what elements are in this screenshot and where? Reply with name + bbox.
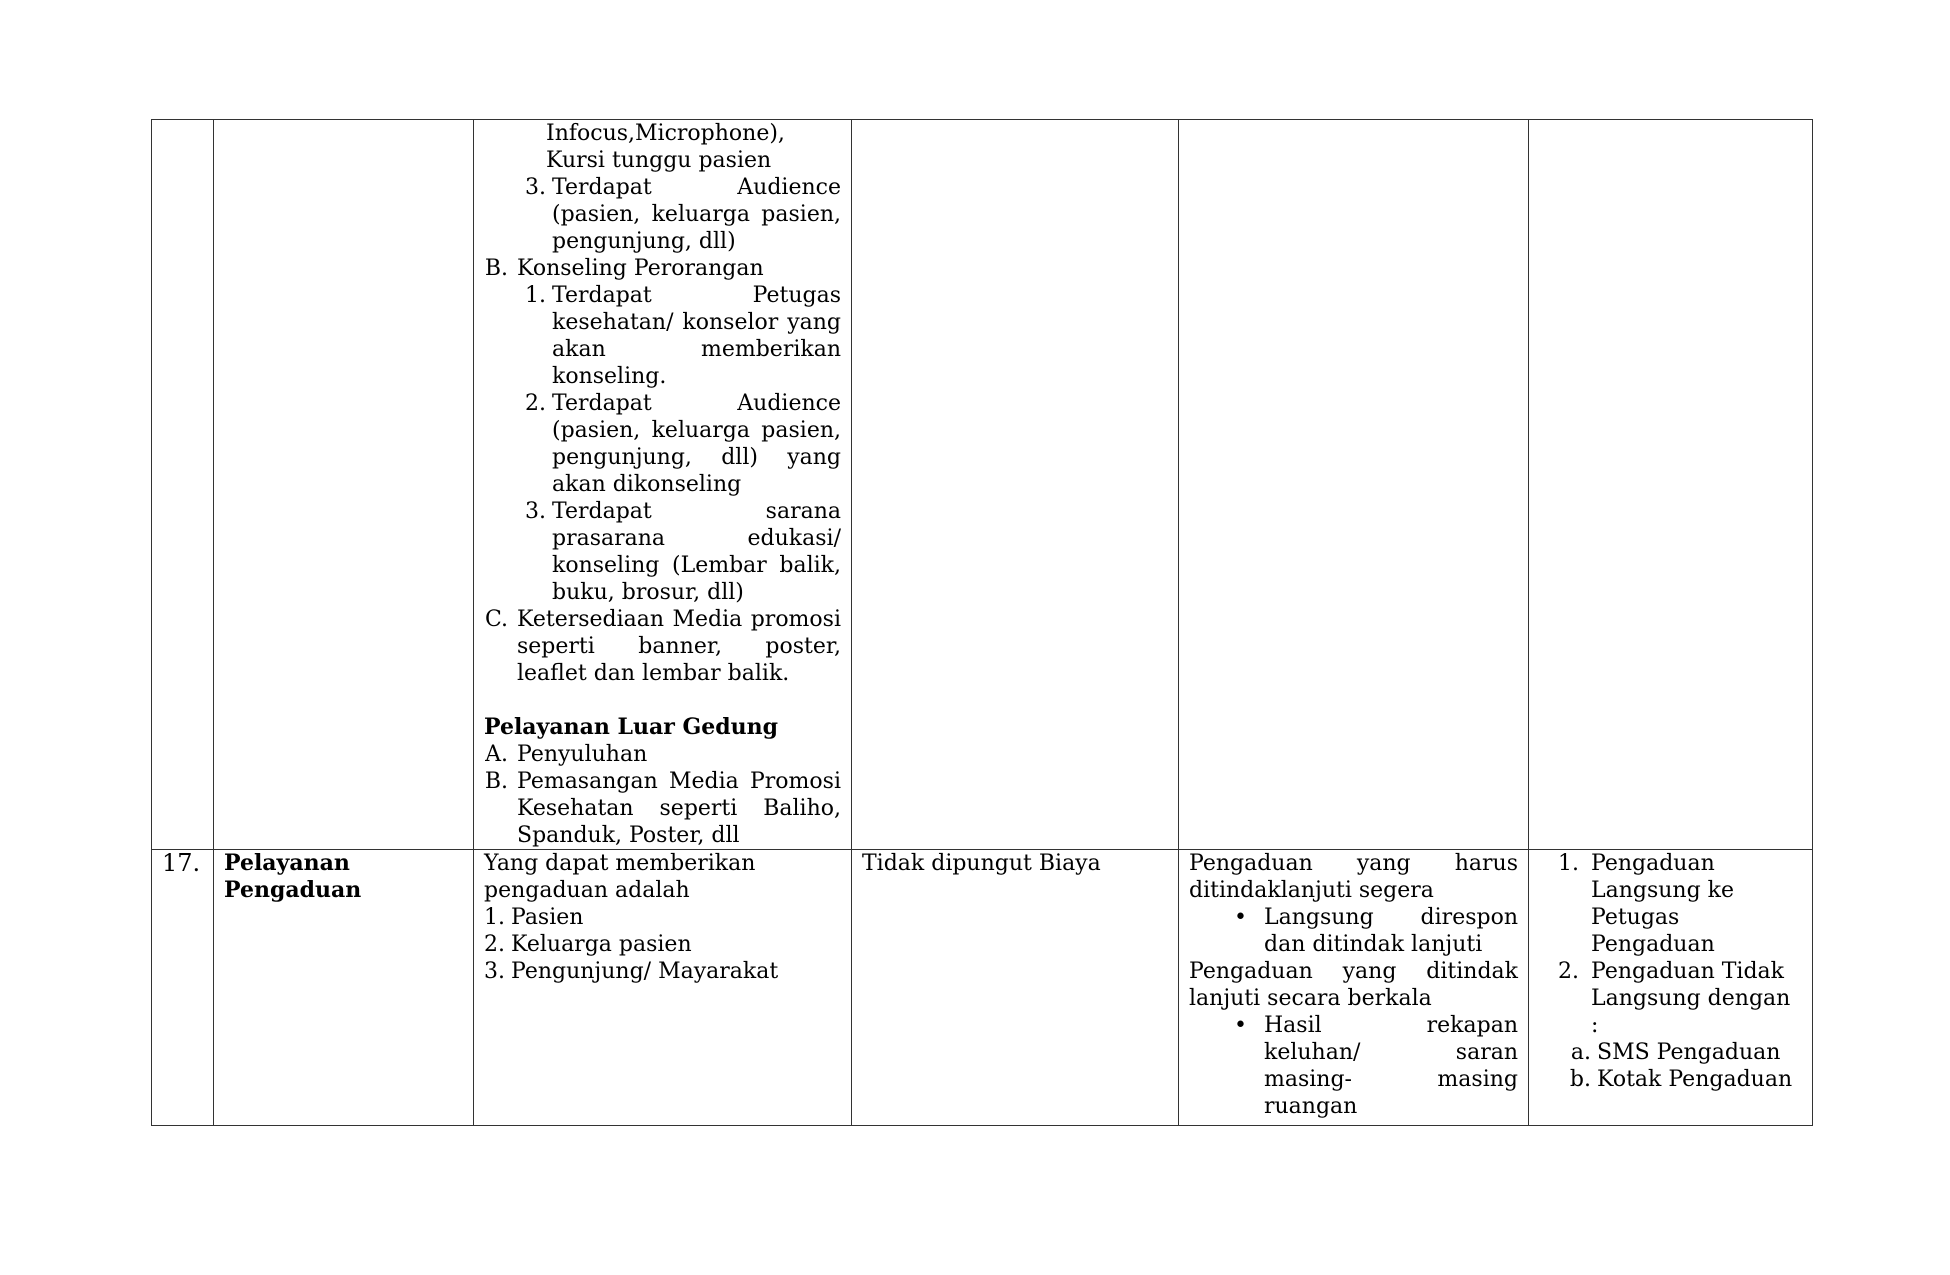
bullet-icon: • — [1234, 1013, 1247, 1038]
list-item: a. SMS Pengaduan — [1570, 1040, 1781, 1065]
list-item: 2. Keluarga pasien — [484, 932, 692, 957]
list-item: b. Kotak Pengaduan — [1569, 1067, 1793, 1092]
cell-time — [1179, 850, 1529, 1126]
list-item: 3. Pengunjung/ Mayarakat — [484, 959, 779, 984]
requirements-intro: Yang dapat memberikan pengaduan adalah — [484, 851, 756, 903]
list-item: 3. Terdapat Audience (pasien, keluarga pasien, pengunjung, dll) — [525, 175, 841, 254]
cell-requirements — [474, 120, 852, 850]
cell-service — [214, 120, 474, 850]
list-item: 2. Pengaduan Tidak Langsung dengan : — [1558, 959, 1791, 1038]
bullet-item: • Hasil rekapan keluhan/ saran masing- masing ruangan — [1189, 1012, 1518, 1120]
cell-channels — [1529, 120, 1813, 850]
service-name: Pelayanan Pengaduan — [214, 850, 474, 1126]
list-item: 1. Terdapat Petugas kesehatan/ konselor yang akan memberikan konseling. — [525, 283, 841, 389]
list-item: A. Penyuluhan — [485, 742, 648, 767]
cell-number — [152, 120, 214, 850]
bullet-item: • Langsung direspon dan ditindak lanjuti — [1189, 904, 1518, 958]
paragraph: Pengaduan yang harus ditindaklanjuti segera — [1189, 851, 1518, 903]
text-line: Kursi tunggu pasien — [546, 148, 772, 173]
text-line: Infocus,Microphone), — [546, 121, 785, 146]
cell-requirements — [474, 850, 852, 1126]
list-item: 1. Pengaduan Langsung ke Petugas Pengaduan — [1558, 851, 1735, 957]
cell-time — [1179, 120, 1529, 850]
cell-channels — [1529, 850, 1813, 1126]
list-item: B. Konseling Perorangan — [484, 256, 764, 281]
cell-cost — [852, 120, 1179, 850]
cell-cost: Tidak dipungut Biaya — [852, 850, 1179, 1126]
list-item: 3. Terdapat sarana prasarana edukasi/ konseling (Lembar balik, buku, brosur, dll) — [525, 499, 841, 605]
list-item: B. Pemasangan Media Promosi Kesehatan seperti Baliho, Spanduk, Poster, dll — [484, 769, 841, 848]
list-item: C. Ketersediaan Media promosi seperti banner, poster, leaflet dan lembar balik. — [484, 607, 841, 686]
section-heading: Pelayanan Luar Gedung — [484, 714, 779, 740]
table-row — [152, 120, 1813, 850]
list-item: 1. Pasien — [484, 905, 584, 930]
row-number: 17. — [152, 850, 214, 1126]
list-item: 2. Terdapat Audience (pasien, keluarga pasien, pengunjung, dll) yang akan dikonseling — [525, 391, 841, 497]
paragraph: Pengaduan yang ditindak lanjuti secara berkala — [1189, 959, 1518, 1011]
table-row — [152, 850, 1813, 1126]
service-standard-table — [151, 119, 1813, 1126]
bullet-icon: • — [1234, 905, 1247, 930]
